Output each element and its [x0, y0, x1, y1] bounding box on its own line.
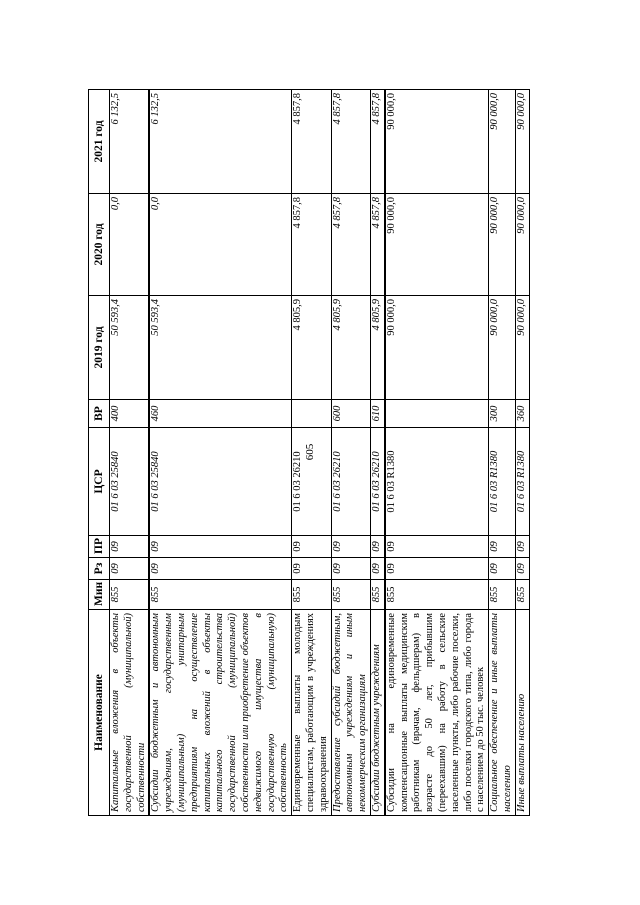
- row-csr: 01 6 03 R1380: [515, 428, 529, 536]
- row-vr: 360: [515, 400, 529, 428]
- row-vr: 610: [370, 400, 384, 428]
- row-name: Субсидии бюджетным и автономным учреждениям, государственным (муниципальным) унитарным предприятиям на осуществление капитальных вложений в объекты капитального строительства государственной (муниципальной) собственности или приобретение объектов недвижимого имущества в государственную (муниципальную) собственность: [149, 610, 291, 816]
- row-pr: 09: [331, 536, 370, 558]
- row-2021: 90 000,0: [489, 90, 516, 194]
- row-2019: 4 805,9: [292, 296, 331, 400]
- row-2020: 90 000,0: [489, 194, 516, 296]
- row-name: Иные выплаты населению: [515, 610, 529, 816]
- row-min: 855: [149, 580, 291, 610]
- row-pr: 09: [110, 536, 150, 558]
- row-pr: 09: [370, 536, 384, 558]
- row-min: 855: [385, 580, 489, 610]
- row-name: Капитальные вложения в объекты государственной (муниципальной) собственности: [110, 610, 150, 816]
- row-csr: 01 6 03 26210: [331, 428, 370, 536]
- row-min: 855: [292, 580, 331, 610]
- row-2020: 0,0: [149, 194, 291, 296]
- budget-table: [88, 89, 530, 816]
- header-min: Мин: [89, 580, 110, 610]
- row-2019: 4 805,9: [331, 296, 370, 400]
- row-rz: 09: [370, 558, 384, 580]
- row-2019: 50 593,4: [110, 296, 150, 400]
- row-2021: 4 857,8: [292, 90, 331, 194]
- header-2019: 2019 год: [89, 296, 110, 400]
- row-2021: 90 000,0: [385, 90, 489, 194]
- row-rz: 09: [489, 558, 516, 580]
- header-rz: Рз: [89, 558, 110, 580]
- row-pr: 09: [149, 536, 291, 558]
- row-csr: 01 6 03 26210: [292, 428, 331, 536]
- row-2021: 4 857,8: [331, 90, 370, 194]
- header-vr: ВР: [89, 400, 110, 428]
- row-rz: 09: [292, 558, 331, 580]
- table-row: [331, 90, 370, 816]
- row-csr: 01 6 03 R1380: [489, 428, 516, 536]
- row-2019: 4 805,9: [370, 296, 384, 400]
- header-2020: 2020 год: [89, 194, 110, 296]
- row-2019: 90 000,0: [489, 296, 516, 400]
- row-pr: 09: [515, 536, 529, 558]
- table-row: [515, 90, 529, 816]
- row-min: 855: [515, 580, 529, 610]
- row-2020: 90 000,0: [385, 194, 489, 296]
- row-name: Предоставление субсидий бюджетным, автономным учреждениям и иным некоммерческим организациям: [331, 610, 370, 816]
- row-csr: 01 6 03 25840: [110, 428, 150, 536]
- row-vr: [385, 400, 489, 428]
- table-row: [370, 90, 384, 816]
- row-vr: 300: [489, 400, 516, 428]
- row-vr: [292, 400, 331, 428]
- row-2020: 4 857,8: [331, 194, 370, 296]
- row-name: Социальное обеспечение и иные выплаты населению: [489, 610, 516, 816]
- row-2021: 6 132,5: [110, 90, 150, 194]
- row-rz: 09: [110, 558, 150, 580]
- row-csr: 01 6 03 25840: [149, 428, 291, 536]
- row-2020: 4 857,8: [292, 194, 331, 296]
- row-name: Субсидии бюджетным учреждениям: [370, 610, 384, 816]
- row-csr: 01 6 03 R1380: [385, 428, 489, 536]
- row-2021: 6 132,5: [149, 90, 291, 194]
- table-header-row: [89, 90, 110, 816]
- header-2021: 2021 год: [89, 90, 110, 194]
- row-vr: 600: [331, 400, 370, 428]
- row-name: Субсидии на единовременные компенсационные выплаты медицинским работникам (врачам, фельдшерам) в возрасте до 50 лет, прибывшим (переехавшим) на работу в сельские населенные пункты, либо рабочие поселки, либо поселки городского типа, либо города с населением до 50 тыс. человек: [385, 610, 489, 816]
- row-min: 855: [110, 580, 150, 610]
- row-2019: 90 000,0: [385, 296, 489, 400]
- table-row: [149, 90, 291, 816]
- row-name: Единовременные выплаты молодым специалистам, работающим в учреждениях здравоохранения: [292, 610, 331, 816]
- row-rz: 09: [515, 558, 529, 580]
- row-2021: 4 857,8: [370, 90, 384, 194]
- header-pr: ПР: [89, 536, 110, 558]
- header-csr: ЦСР: [89, 428, 110, 536]
- row-2021: 90 000,0: [515, 90, 529, 194]
- row-rz: 09: [385, 558, 489, 580]
- row-2020: 90 000,0: [515, 194, 529, 296]
- table-row: [489, 90, 516, 816]
- row-pr: 09: [292, 536, 331, 558]
- row-csr: 01 6 03 26210: [370, 428, 384, 536]
- row-min: 855: [489, 580, 516, 610]
- row-2020: 4 857,8: [370, 194, 384, 296]
- row-2020: 0,0: [110, 194, 150, 296]
- page-number: 605: [304, 443, 316, 461]
- row-min: 855: [370, 580, 384, 610]
- row-rz: 09: [149, 558, 291, 580]
- row-2019: 50 593,4: [149, 296, 291, 400]
- row-min: 855: [331, 580, 370, 610]
- table-row: [385, 90, 489, 816]
- row-vr: 400: [110, 400, 150, 428]
- header-name: Наименование: [89, 610, 110, 816]
- row-vr: 460: [149, 400, 291, 428]
- row-pr: 09: [489, 536, 516, 558]
- row-2019: 90 000,0: [515, 296, 529, 400]
- row-pr: 09: [385, 536, 489, 558]
- table-row: [292, 90, 331, 816]
- row-rz: 09: [331, 558, 370, 580]
- table-row: [110, 90, 150, 816]
